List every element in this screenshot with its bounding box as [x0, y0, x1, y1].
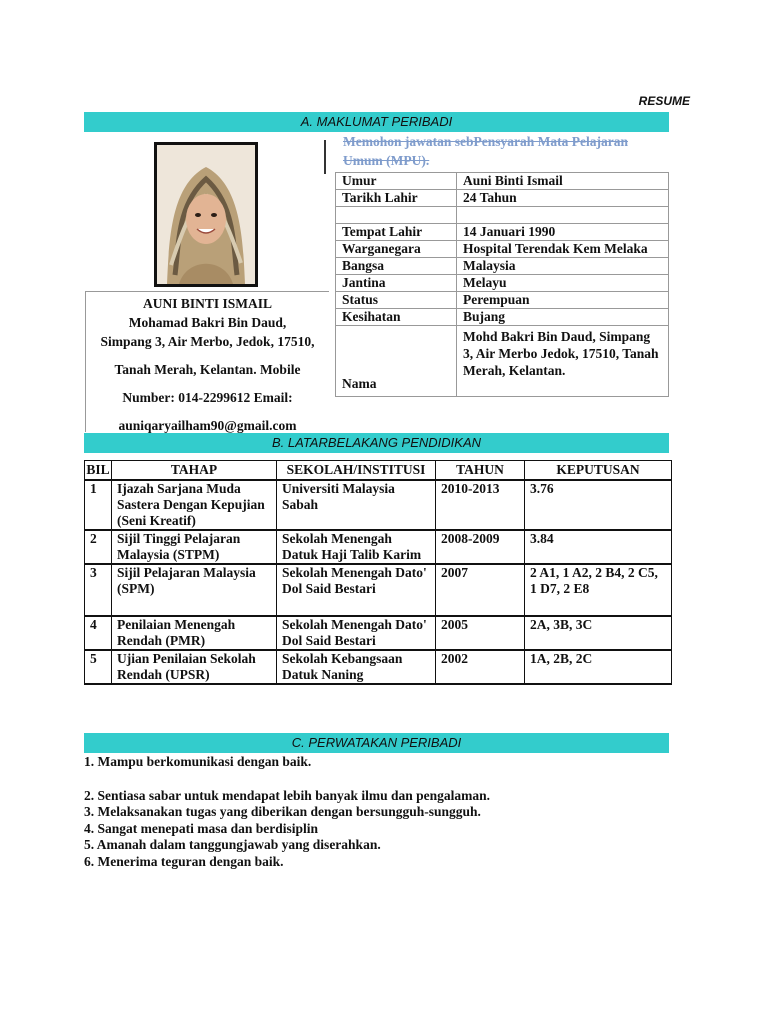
cell-tahun: 2007	[436, 564, 525, 616]
cell-tahap: Ujian Penilaian Sekolah Rendah (UPSR)	[112, 650, 277, 684]
column-header: SEKOLAH/INSTITUSI	[277, 461, 436, 481]
list-item: 3. Melaksanakan tugas yang diberikan dengan bersungguh-sungguh.	[84, 804, 481, 819]
cell-bil: 3	[85, 564, 112, 616]
info-label: Umur	[336, 173, 457, 190]
cell-bil: 5	[85, 650, 112, 684]
cell-sekolah: Sekolah Menengah Dato' Dol Said Bestari	[277, 616, 436, 650]
list-item: 4. Sangat menepati masa dan berdisiplin	[84, 820, 319, 836]
info-value: Malaysia	[457, 258, 669, 275]
cell-sekolah: Universiti Malaysia Sabah	[277, 480, 436, 530]
info-label: Nama	[336, 326, 457, 397]
table-row	[85, 480, 672, 530]
info-label: Bangsa	[336, 258, 457, 275]
cell-bil: 4	[85, 616, 112, 650]
cell-bil: 1	[85, 480, 112, 530]
cell-keputusan: 1A, 2B, 2C	[525, 650, 672, 684]
profile-email: auniqaryailham90@gmail.com	[118, 418, 297, 433]
cell-keputusan: 2 A1, 1 A2, 2 B4, 2 C5, 1 D7, 2 E8	[525, 564, 672, 616]
column-header: BIL	[85, 461, 112, 481]
list-item: 2. Sentiasa sabar untuk mendapat lebih banyak ilmu dan pengalaman.	[84, 787, 490, 803]
cell-sekolah: Sekolah Menengah Datuk Haji Talib Karim	[277, 530, 436, 564]
table-row	[336, 207, 669, 224]
table-row	[336, 309, 669, 326]
list-item: 5. Amanah dalam tanggungjawab yang diserahkan.	[84, 837, 381, 852]
personal-info-table	[335, 172, 669, 397]
info-label	[336, 207, 457, 224]
cell-keputusan: 3.84	[525, 530, 672, 564]
cell-sekolah: Sekolah Kebangsaan Datuk Naning	[277, 650, 436, 684]
info-value: Mohd Bakri Bin Daud, Simpang 3, Air Merbo Jedok, 17510, Tanah Merah, Kelantan.	[457, 326, 669, 397]
info-label: Jantina	[336, 275, 457, 292]
portrait-illustration	[157, 145, 255, 284]
info-value: Auni Binti Ismail	[457, 173, 669, 190]
cell-tahun: 2010-2013	[436, 480, 525, 530]
profile-name: AUNI BINTI ISMAIL	[142, 296, 273, 311]
info-value: Perempuan	[457, 292, 669, 309]
table-row	[336, 258, 669, 275]
column-header: TAHUN	[436, 461, 525, 481]
table-row	[336, 173, 669, 190]
table-row	[336, 275, 669, 292]
section-a-header: A. MAKLUMAT PERIBADI	[84, 112, 669, 132]
profile-line: Simpang 3, Air Merbo, Jedok, 17510,	[100, 334, 315, 349]
cell-tahap: Ijazah Sarjana Muda Sastera Dengan Kepujian (Seni Kreatif)	[112, 480, 277, 530]
cell-tahun: 2002	[436, 650, 525, 684]
table-row	[85, 564, 672, 616]
cell-tahun: 2008-2009	[436, 530, 525, 564]
table-row	[336, 190, 669, 207]
table-row	[336, 326, 669, 397]
cell-keputusan: 3.76	[525, 480, 672, 530]
table-row	[336, 241, 669, 258]
table-row	[85, 616, 672, 650]
table-row	[336, 224, 669, 241]
profile-line: Mohamad Bakri Bin Daud,	[128, 315, 287, 330]
list-item: 1. Mampu berkomunikasi dengan baik.	[84, 754, 312, 769]
info-value: 24 Tahun	[457, 190, 669, 207]
info-value	[457, 207, 669, 224]
table-row	[85, 530, 672, 564]
section-c-header: C. PERWATAKAN PERIBADI	[84, 733, 669, 753]
profile-line: Tanah Merah, Kelantan. Mobile	[114, 362, 301, 377]
profile-photo	[154, 142, 258, 287]
traits-list	[84, 754, 490, 870]
cell-keputusan: 2A, 3B, 3C	[525, 616, 672, 650]
info-value: Melayu	[457, 275, 669, 292]
cell-tahap: Penilaian Menengah Rendah (PMR)	[112, 616, 277, 650]
resume-title: RESUME	[638, 94, 690, 108]
info-label: Tarikh Lahir	[336, 190, 457, 207]
info-label: Warganegara	[336, 241, 457, 258]
divider-line	[324, 140, 326, 174]
table-row	[336, 292, 669, 309]
section-b-header: B. LATARBELAKANG PENDIDIKAN	[84, 433, 669, 453]
cell-tahun: 2005	[436, 616, 525, 650]
info-label: Status	[336, 292, 457, 309]
info-value: Hospital Terendak Kem Melaka	[457, 241, 669, 258]
info-value: Bujang	[457, 309, 669, 326]
table-header-row	[85, 461, 672, 481]
applied-position: Memohon jawatan sebPensyarah Mata Pelajaran Umum (MPU).	[343, 134, 628, 168]
cell-tahap: Sijil Tinggi Pelajaran Malaysia (STPM)	[112, 530, 277, 564]
list-item: 6. Menerima teguran dengan baik.	[84, 853, 284, 869]
info-label: Tempat Lahir	[336, 224, 457, 241]
column-header: TAHAP	[112, 461, 277, 481]
info-label: Kesihatan	[336, 309, 457, 326]
profile-line: Number: 014-2299612 Email:	[122, 390, 293, 405]
column-header: KEPUTUSAN	[525, 461, 672, 481]
table-row	[85, 650, 672, 684]
cell-tahap: Sijil Pelajaran Malaysia (SPM)	[112, 564, 277, 616]
cell-sekolah: Sekolah Menengah Dato' Dol Said Bestari	[277, 564, 436, 616]
education-table	[84, 460, 672, 685]
cell-bil: 2	[85, 530, 112, 564]
profile-block	[85, 291, 329, 432]
info-value: 14 Januari 1990	[457, 224, 669, 241]
